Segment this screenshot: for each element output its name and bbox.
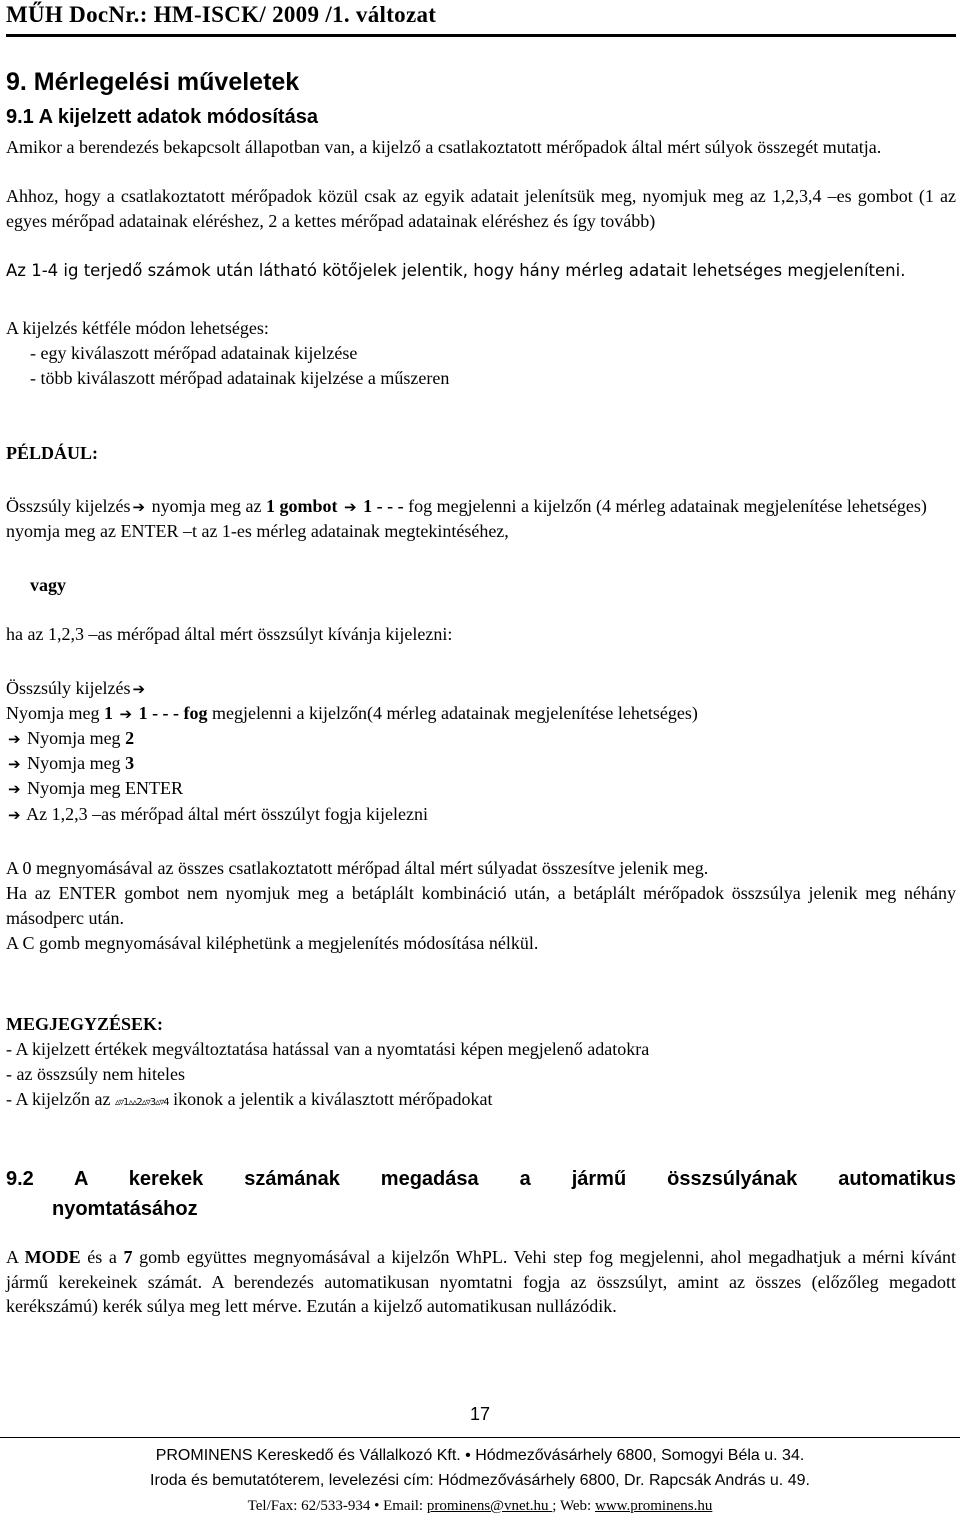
paragraph-3: Az 1-4 ig terjedő számok után látható kötőjelek jelentik, hogy hány mérleg adatait lehetséges megjeleníteni. (6, 261, 906, 280)
section-92-title-line2: nyomtatásához (52, 1198, 198, 1220)
page-number: 17 (469, 1404, 491, 1424)
arrow-right-icon: ➔ (8, 806, 21, 824)
example-line-4: Nyomja meg 1 ➔ 1 - - - fog megjelenni a kijelzőn(4 mérleg adatainak megjelenítése lehetséges) (6, 701, 698, 727)
arrow-right-icon: ➔ (8, 780, 21, 798)
arrow-right-icon: ➔ (132, 680, 146, 698)
footer-line-1: PROMINENS Kereskedő és Vállalkozó Kft. • Hódmezővásárhely 6800, Somogyi Béla u. 34. (155, 1447, 805, 1464)
example-line-2: ha az 1,2,3 –as mérőpad által mért összsúlyt kívánja kijelezni: (6, 624, 453, 644)
arrow-right-icon: ➔ (132, 498, 146, 516)
note-item: - az összsúly nem hiteles (6, 1064, 185, 1084)
email-link[interactable]: prominens@vnet.hu (426, 1498, 553, 1514)
subsection-title: 9.1 A kijelzett adatok módosítása (6, 106, 318, 128)
footer-line-3: Tel/Fax: 62/533-934 • Email: prominens@vnet.hu ; Web: www.prominens.hu (247, 1498, 713, 1514)
paragraph-4: A kijelzés kétféle módon lehetséges: (6, 318, 269, 338)
or-label: vagy (30, 575, 66, 595)
note-item: - A kijelzőn az ▵▿1▵▵2▵▿3▵▿4 ikonok a jelentik a kiválasztott mérőpadokat (6, 1089, 493, 1109)
example-line-1: Összsúly kijelzés ➔ nyomja meg az 1 gombot ➔ 1 - - - fog megjelenni a kijelzőn (4 mérleg adatainak megjelenítése lehetséges) (6, 494, 927, 520)
section-title: 9. Mérlegelési műveletek (6, 68, 300, 96)
document-number: MŰH DocNr.: HM-ISCK/ 2009 /1. változat (6, 2, 437, 27)
arrow-right-icon: ➔ (344, 498, 357, 516)
paragraph-1: Amikor a berendezés bekapcsolt állapotban van, a kijelző a csatlakoztatott mérőpadok által mért súlyok összegét mutatja. (6, 137, 882, 157)
example-line-6: ➔ Nyomja meg 3 (6, 751, 134, 777)
paragraph-7: A C gomb megnyomásával kiléphetünk a megjelenítés módosítása nélkül. (6, 933, 539, 953)
footer-rule (0, 1437, 960, 1438)
example-line-1b: nyomja meg az ENTER –t az 1-es mérleg adatainak megtekintéséhez, (6, 521, 509, 541)
arrow-right-icon: ➔ (8, 730, 21, 748)
list-item: - több kiválaszott mérőpad adatainak kijelzése a műszeren (30, 368, 450, 388)
header-rule (6, 34, 956, 37)
example-line-3: Összsúly kijelzés ➔ (6, 676, 147, 702)
example-line-5: ➔ Nyomja meg 2 (6, 726, 134, 752)
notes-label: MEGJEGYZÉSEK: (6, 1014, 164, 1034)
example-line-8: ➔ Az 1,2,3 –as mérőpad által mért összúlyt fogja kijelezni (6, 802, 428, 828)
list-item: - egy kiválaszott mérőpad adatainak kijelzése (30, 343, 358, 363)
section-92-paragraph: A MODE és a 7 gomb együttes megnyomásával a kijelzőn WhPL. Vehi step fog megjelenni, ahol megadhatjuk a mérni kívánt jármű kerekeinek számát. A berendezés automatikusan nyomtatni fogja az összsúlyt, amint az összes (előzőleg megadott kerékszámú) kerék súlya meg lett mérve. Ezután a kijelző automatikusan nullázódik. (6, 1247, 956, 1316)
arrow-right-icon: ➔ (8, 755, 21, 773)
section-92-title-line1: 9.2 A kerekek számának megadása a jármű összsúlyának automatikus (6, 1168, 956, 1190)
paragraph-5: A 0 megnyomásával az összes csatlakoztatott mérőpad által mért súlyadat összesítve jelenik meg. (6, 858, 709, 878)
web-link[interactable]: www.prominens.hu (594, 1498, 713, 1514)
arrow-right-icon: ➔ (119, 705, 133, 723)
scale-indicator-icons: ▵▿1▵▵2▵▿3▵▿4 (114, 1097, 169, 1108)
example-line-7: ➔ Nyomja meg ENTER (6, 776, 183, 802)
example-label: PÉLDÁUL: (6, 443, 99, 463)
paragraph-2: Ahhoz, hogy a csatlakoztatott mérőpadok közül csak az egyik adatait jelenítsük meg, nyomjuk meg az 1,2,3,4 –es gombot (1 az egyes mérőpad adatainak eléréshez, 2 a kettes mérőpad adatainak eléréshez és így tovább) (6, 186, 956, 231)
footer-line-2: Iroda és bemutatóterem, levelezési cím: Hódmezővásárhely 6800, Dr. Rapcsák András u. 49. (150, 1472, 810, 1489)
paragraph-6: Ha az ENTER gombot nem nyomjuk meg a betáplált kombináció után, a betáplált mérőpadok összsúlya jelenik meg néhány másodperc után. (6, 883, 956, 928)
note-item: - A kijelzett értékek megváltoztatása hatással van a nyomtatási képen megjelenő adatokra (6, 1039, 650, 1059)
